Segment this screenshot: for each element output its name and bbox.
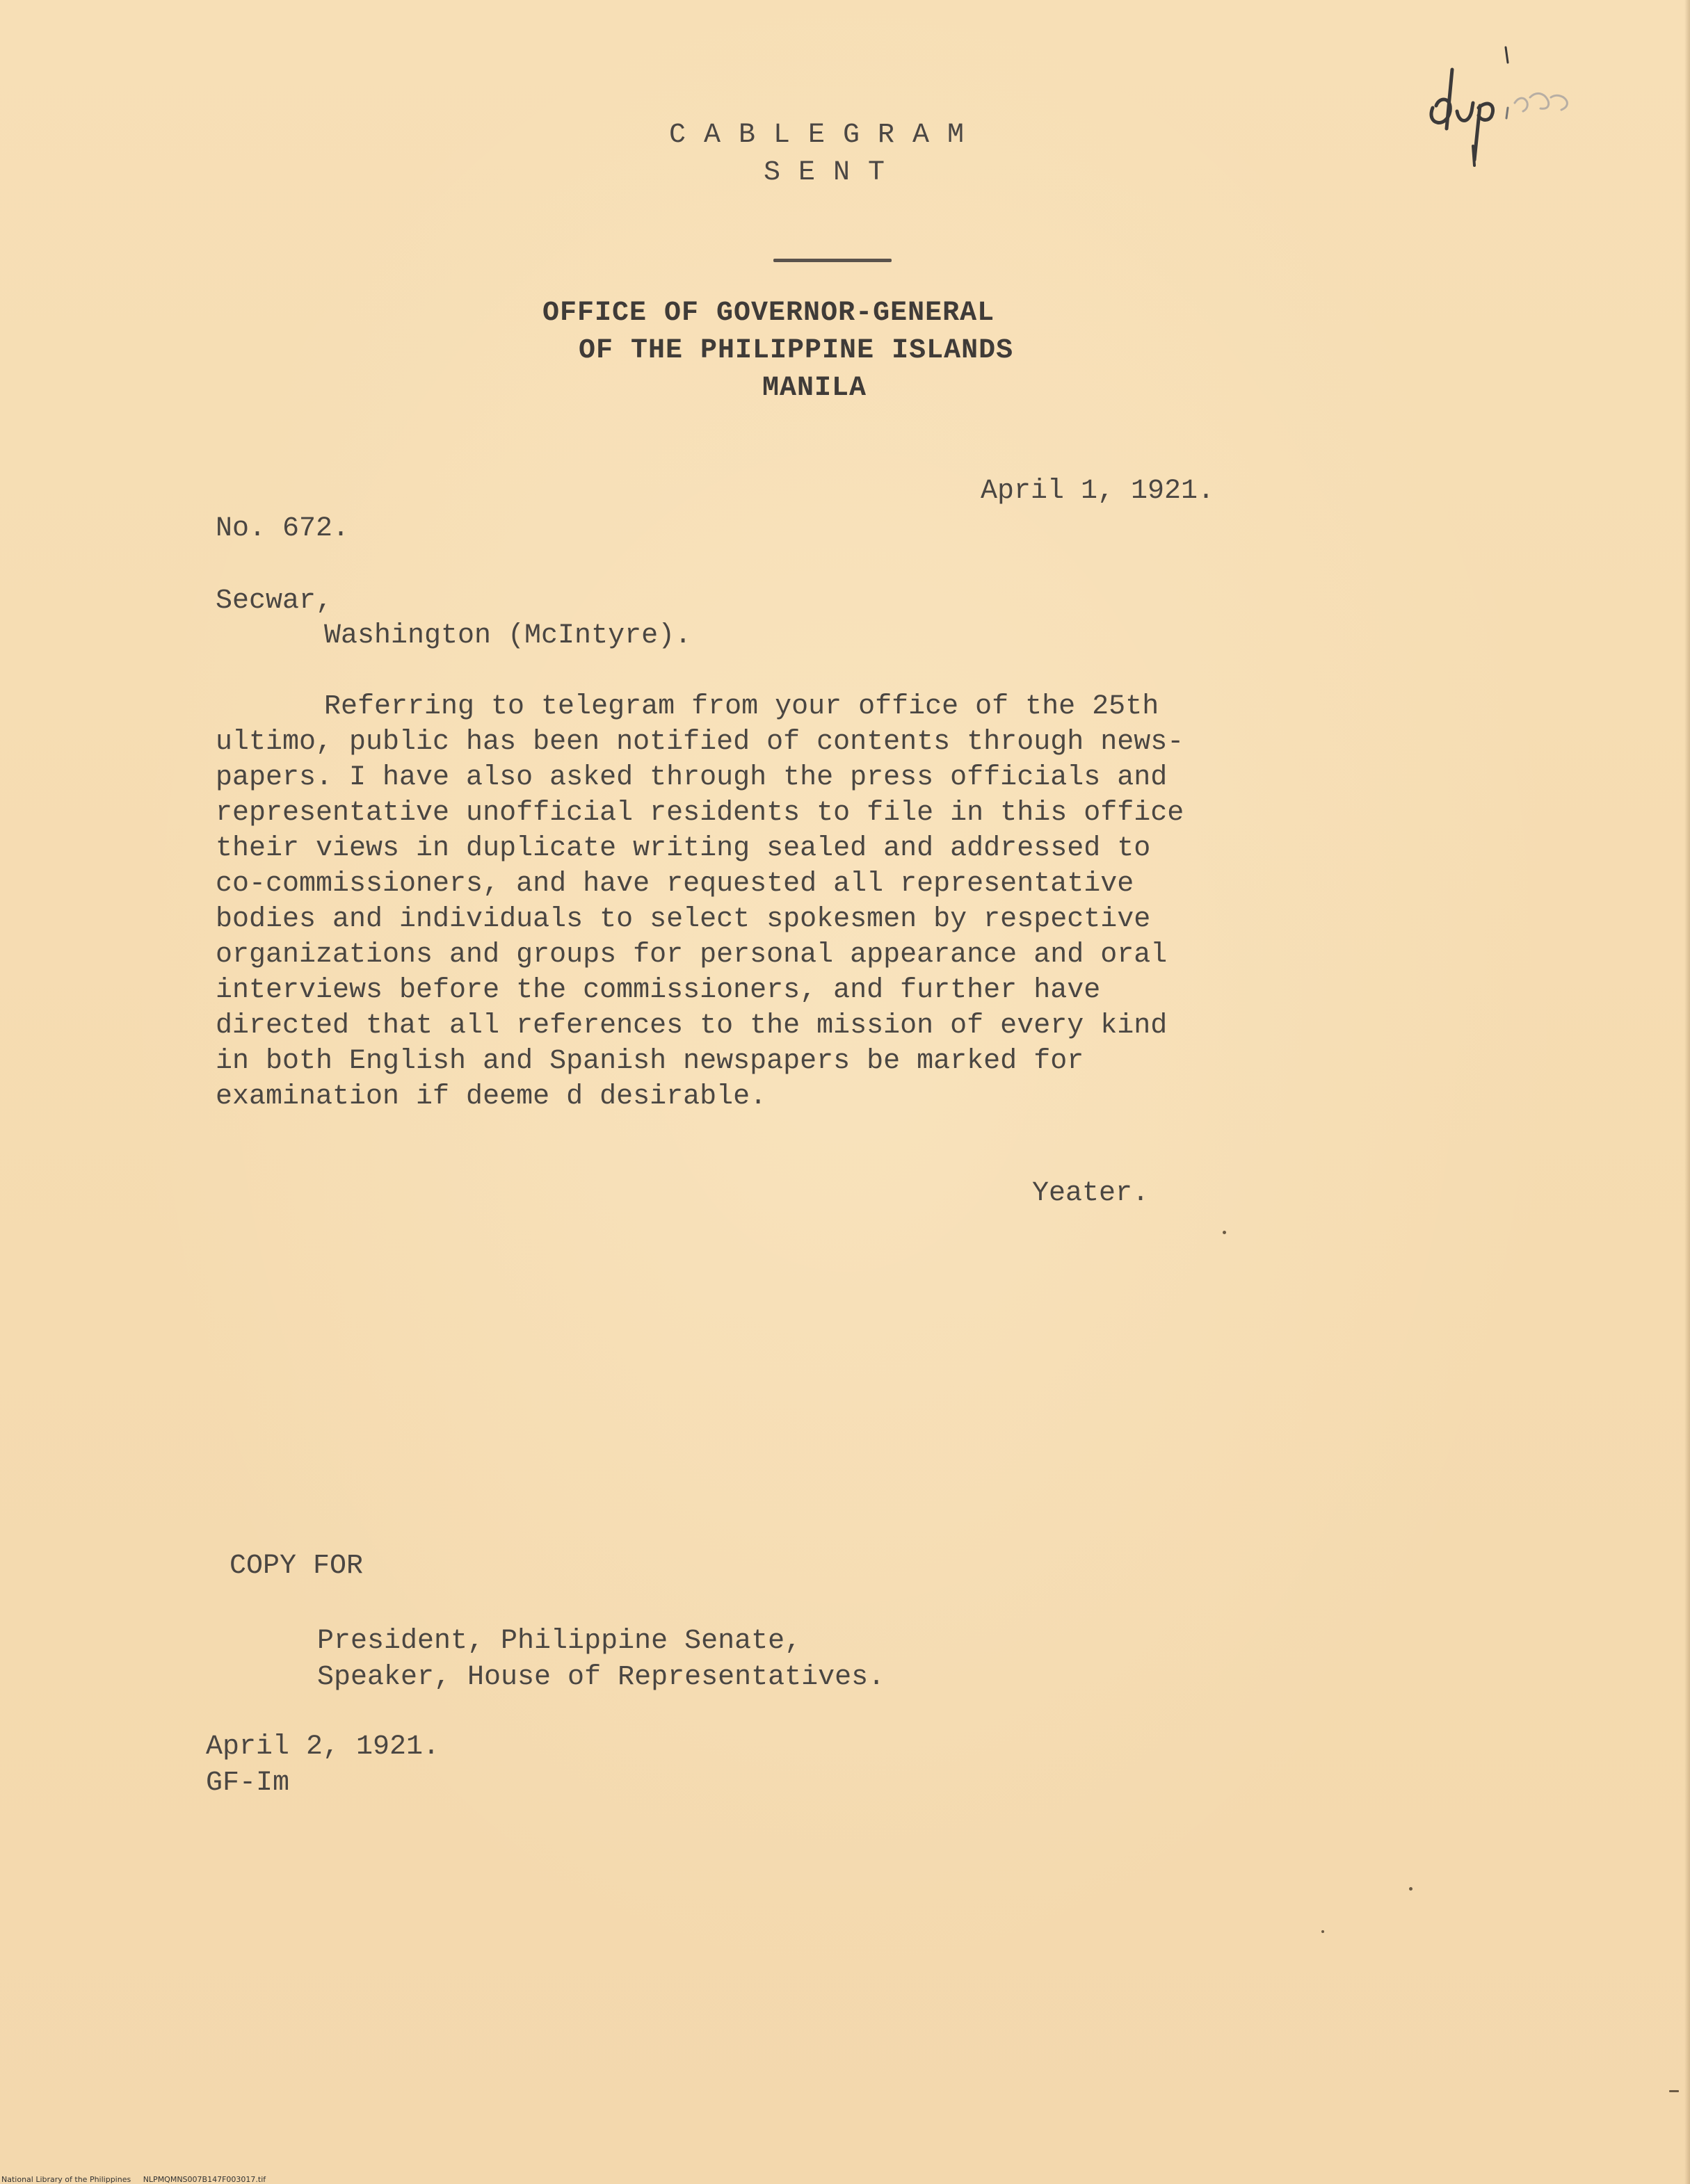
document-date: April 1, 1921. [981,476,1215,507]
typist-initials: GF-Im [206,1768,290,1799]
body-line: papers. I have also asked through the press officials and [216,762,1168,793]
paper-speck [1223,1231,1226,1234]
cablegram-number: No. 672. [216,513,350,544]
addressee: Secwar, [216,585,333,617]
body-line: interviews before the commissioners, and further have [216,975,1101,1006]
scan-footer [1,2175,266,2184]
paper-speck [1321,1930,1324,1933]
sent-heading: SENT [764,157,903,188]
body-line: directed that all references to the mission of every kind [216,1010,1168,1042]
cablegram-heading: CABLEGRAM [669,120,983,151]
body-line: representative unofficial residents to file in this office [216,798,1184,829]
body-line: their views in duplicate writing sealed and addressed to [216,833,1151,864]
signature: Yeater. [1032,1178,1150,1209]
address: Washington (McIntyre). [324,620,692,652]
paper-speck [1409,1887,1413,1891]
body-line: Referring to telegram from your office of the 25th [324,691,1159,722]
body-line: in both English and Spanish newspapers be marked for [216,1046,1084,1077]
copy-for-label: COPY FOR [230,1551,364,1582]
office-line-3: MANILA [762,373,867,404]
page-edge-shadow [1684,0,1690,2184]
office-line-2: OF THE PHILIPPINE ISLANDS [579,335,1014,366]
body-line: ultimo, public has been notified of contents through news- [216,727,1184,758]
body-line: examination if deeme d desirable. [216,1081,767,1113]
heading-divider [773,259,892,262]
copy-recipient-senate: President, Philippine Senate, [317,1626,802,1657]
handwritten-note [1419,42,1586,174]
paper-mark [1669,2090,1679,2092]
footer-file-id: NLPMQMNS007B147F003017.tif [143,2175,266,2184]
office-line-1: OFFICE OF GOVERNOR-GENERAL [542,298,995,329]
body-line: bodies and individuals to select spokesmen by respective [216,904,1151,935]
copy-date: April 2, 1921. [206,1731,440,1763]
body-line: organizations and groups for personal appearance and oral [216,939,1168,971]
body-line: co-commissioners, and have requested all representative [216,868,1134,900]
footer-library: National Library of the Philippines [1,2175,131,2184]
copy-recipient-house: Speaker, House of Representatives. [317,1662,885,1693]
